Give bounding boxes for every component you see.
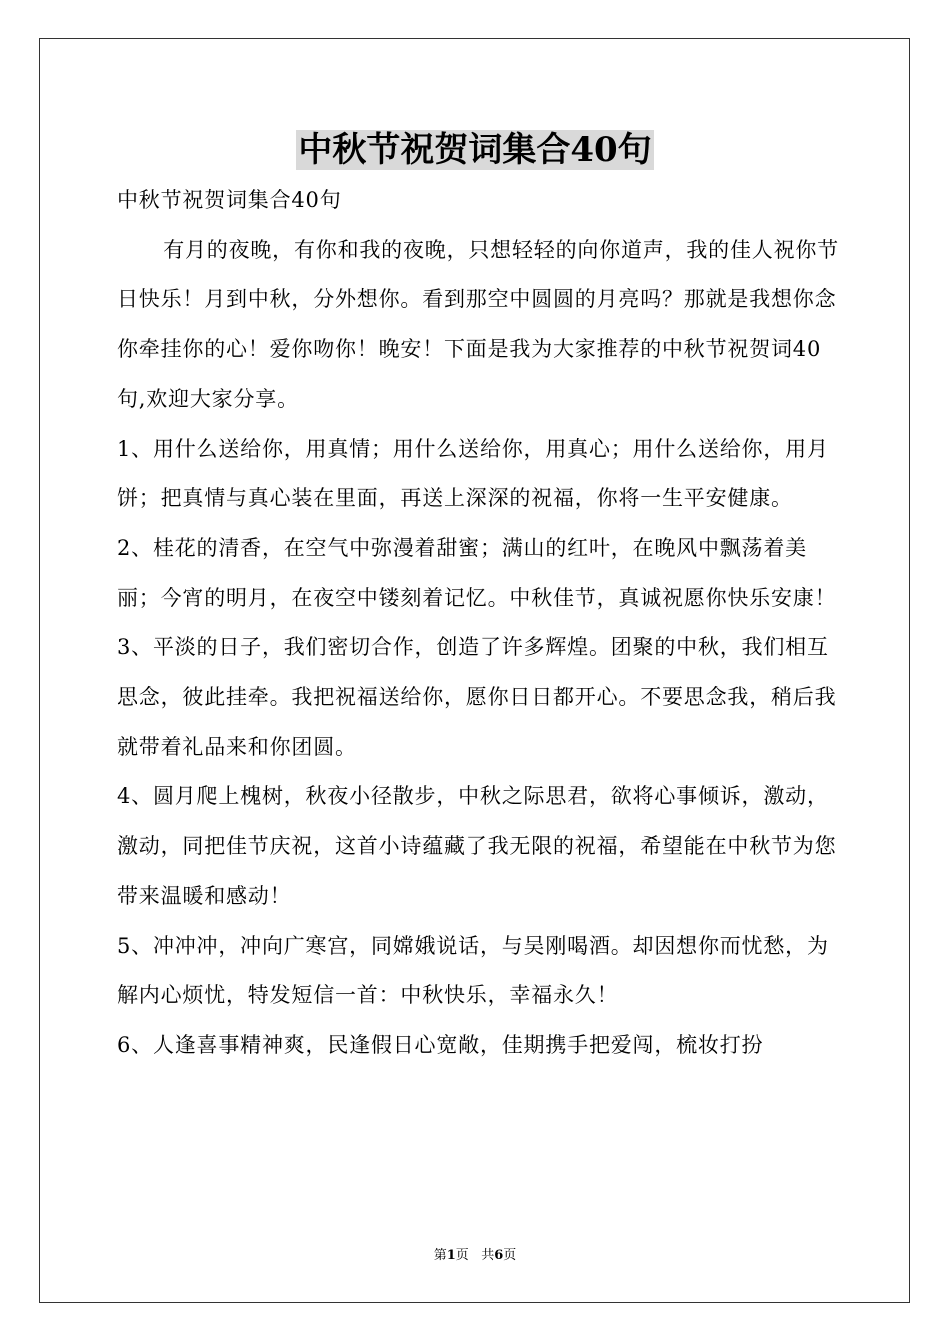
list-item: 2、桂花的清香，在空气中弥漫着甜蜜；满山的红叶，在晚风中飘荡着美丽；今宵的明月，在夜空中镂刻着记忆。中秋佳节，真诚祝愿你快乐安康！: [117, 535, 837, 610]
list-item: 3、平淡的日子，我们密切合作，创造了许多辉煌。团聚的中秋，我们相互思念，彼此挂牵。我把祝福送给你，愿你日日都开心。不要思念我，稍后我就带着礼品来和你团圆。: [117, 635, 837, 759]
list-item: 4、圆月爬上槐树，秋夜小径散步，中秋之际思君，欲将心事倾诉，激动，激动，同把佳节庆祝，这首小诗蕴藏了我无限的祝福，希望能在中秋节为您带来温暖和感动！: [117, 784, 837, 908]
list-item: 5、冲冲冲，冲向广寒宫，同嫦娥说话，与吴刚喝酒。却因想你而忧愁，为解内心烦忧，特发短信一首：中秋快乐，幸福永久！: [117, 933, 829, 1008]
document-subtitle: 中秋节祝贺词集合40句: [117, 188, 342, 212]
list-item: 6、人逢喜事精神爽，民逢假日心宽敞，佳期携手把爱闯，梳妆打扮: [117, 1032, 764, 1057]
intro-paragraph: 有月的夜晚，有你和我的夜晚，只想轻轻的向你道声，我的佳人祝你节日快乐！月到中秋，分外想你。看到那空中圆圆的月亮吗？那就是我想你念你牵挂你的心！爱你吻你！晚安！下面是我为大家推荐的中秋节祝贺词40句,欢迎大家分享。: [117, 237, 839, 411]
total-pages: 6: [494, 1248, 504, 1263]
total-prefix: 共: [481, 1248, 495, 1263]
document-title-text: 中秋节祝贺词集合40句: [298, 130, 652, 170]
list-item: 1、用什么送给你，用真情；用什么送给你，用真心；用什么送给你，用月饼；把真情与真心装在里面，再送上深深的祝福，你将一生平安健康。: [117, 436, 829, 511]
page-footer: [0, 1246, 950, 1266]
total-suffix: 页: [503, 1248, 517, 1263]
page-prefix: 第: [433, 1248, 447, 1263]
page-number: 1: [446, 1248, 456, 1263]
document-body: [117, 176, 839, 1071]
page-suffix: 页: [455, 1248, 469, 1263]
document-title: [0, 126, 950, 174]
